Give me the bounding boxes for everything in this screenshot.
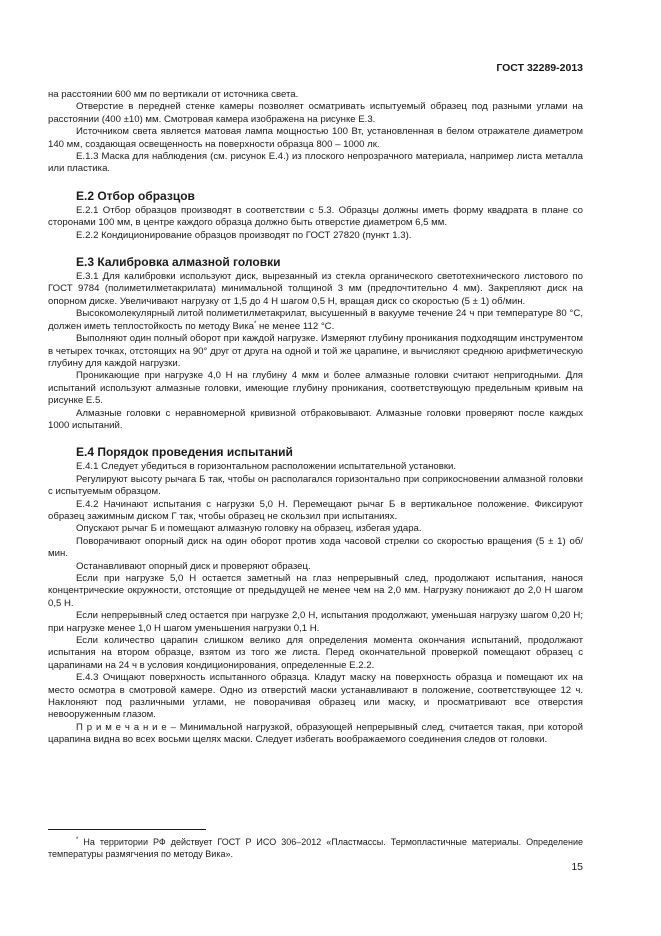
footnote-text: На территории РФ действует ГОСТ Р ИСО 306–2012 «Пластмассы. Термопластичные материалы. Определение температуры размягчения по методу Вика».: [48, 837, 583, 859]
note-text: – Минимальной нагрузкой, образующей непрерывный след, считается такая, при которой царапина видна во всех восьми щелях маски. Следует избегать воображаемого соединения следов от головки.: [48, 721, 583, 746]
section-heading-e2: Е.2 Отбор образцов: [76, 188, 195, 203]
paragraph: Алмазные головки с неравномерной кривизной отбраковывают. Алмазные головки проверяют после каждых 1000 испытаний.: [48, 407, 583, 431]
paragraph: Останавливают опорный диск и проверяют образец.: [76, 560, 311, 572]
footnote-reference: *: [253, 320, 257, 327]
paragraph: Если непрерывный след остается при нагрузке 2,0 Н, испытания продолжают, уменьшая нагрузку шагом 0,20 Н; при нагрузке менее 1,0 Н шагом уменьшения нагрузки 0,1 Н.: [48, 610, 583, 634]
paragraph: Е.4.3 Очищают поверхность испытанного образца. Кладут маску на поверхность образца и помещают их на место осмотра в смотровой камере. Одно из отверстий маски устанавливают в положение, соответствующее 12 ч. Наклоняют под различными углами, не поворачивая образец или маску, и просматривают все отверстия невооруженным глазом.: [48, 672, 583, 721]
footnote-divider: [48, 829, 206, 830]
paragraph: Источником света является матовая лампа мощностью 100 Вт, установленная в белом отражателе диаметром 140 мм, создающая освещенность на поверхности образца 800 – 1000 лк.: [48, 126, 583, 150]
section-heading-e3: Е.3 Калибровка алмазной головки: [76, 255, 281, 270]
paragraph: Е.4.1 Следует убедиться в горизонтальном расположении испытательной установки.: [76, 461, 457, 473]
paragraph: Проникающие при нагрузке 4,0 Н на глубину 4 мкм и более алмазные головки считают непригодными. Для испытаний используют алмазные головки, имеющие глубину проникания, соответствующую предельным кривым на рисунке Е.5.: [48, 370, 583, 407]
paragraph-text: не менее 112 °С.: [256, 320, 335, 332]
footnote-mark: *: [76, 837, 79, 843]
paragraph: на расстоянии 600 мм по вертикали от источника света.: [48, 89, 299, 100]
paragraph: Е.2.2 Кондиционирование образцов производят по ГОСТ 27820 (пункт 1.3).: [76, 229, 412, 241]
paragraph: Поворачивают опорный диск на один оборот против хода часовой стрелки со скоростью вращения (5 ± 1) об/мин.: [48, 535, 583, 560]
page-body: [48, 89, 583, 747]
page-number: 15: [571, 861, 583, 873]
document-code: ГОСТ 32289-2013: [496, 62, 583, 74]
paragraph: Если количество царапин слишком велико для определения момента окончания испытаний, продолжают испытания на втором образце, взятом из того же листа. Перед окончательной проверкой помещают образец с царапинами на 24 ч в условия кондиционирования, определенные Е.2.2.: [48, 635, 583, 671]
section-heading-e4: Е.4 Порядок проведения испытаний: [76, 445, 293, 460]
paragraph: Е.3.1 Для калибровки используют диск, вырезанный из стекла органического светотехнического листового по ГОСТ 9784 (полиметилметакрилата) минимальной толщиной 3 мм (предпочтительно 4 мм). Закрепляют диск на опорном диске. Увеличивают нагрузку от 1,5 до 4 Н шагом 0,5 Н, вращая диск со скоростью (5 ± 1) об/мин.: [48, 271, 583, 307]
paragraph: Е.4.2 Начинают испытания с нагрузки 5,0 Н. Перемещают рычаг Б в вертикальное положение. Фиксируют образец зажимным диском Г так, чтобы образец не скользил при испытаниях.: [48, 498, 583, 522]
paragraph: [48, 308, 583, 333]
paragraph-text: Высокомолекулярный литой полиметилметакрилат, высушенный в вакууме течение 24 ч при температуре 80 °С, должен иметь теплостойкость по методу Вика: [48, 308, 583, 332]
paragraph: Если при нагрузке 5,0 Н остается заметный на глаз непрерывный след, продолжают испытания, нанося концентрические окружности, отстоящие от предыдущей не менее чем на 2,0 мм. Нагрузку понижают до 2,0 Н шагом 0,5 Н.: [48, 573, 583, 609]
note-label: П р и м е ч а н и е: [76, 721, 167, 733]
paragraph: Опускают рычаг Б и помещают алмазную головку на образец, избегая удара.: [76, 523, 422, 535]
paragraph: Е.2.1 Отбор образцов производят в соответствии с 5.3. Образцы должны иметь форму квадрата в плане со сторонами 100 мм, в центре каждого образца должно быть отверстие диаметром 6,5 мм.: [48, 204, 583, 229]
paragraph: Регулируют высоту рычага Б так, чтобы он располагался горизонтально при соприкосновении алмазной головки с испытуемым образцом.: [48, 473, 583, 498]
paragraph: Отверстие в передней стенке камеры позволяет осматривать испытуемый образец под разными углами на расстоянии (400 ±10) мм. Смотровая камера изображена на рисунке Е.3.: [48, 101, 583, 125]
paragraph: Е.1.3 Маска для наблюдения (см. рисунок Е.4.) из плоского непрозрачного материала, например листа металла или пластика.: [48, 151, 583, 175]
paragraph: Выполняют один полный оборот при каждой нагрузке. Измеряют глубину проникания подходящим инструментом в четырех точках, отстоящих на 90° друг от друга на одной и той же царапине, и вычисляют среднюю арифметическую глубину для каждой нагрузки.: [48, 333, 583, 369]
footnote: [48, 836, 583, 860]
note: [48, 722, 583, 747]
